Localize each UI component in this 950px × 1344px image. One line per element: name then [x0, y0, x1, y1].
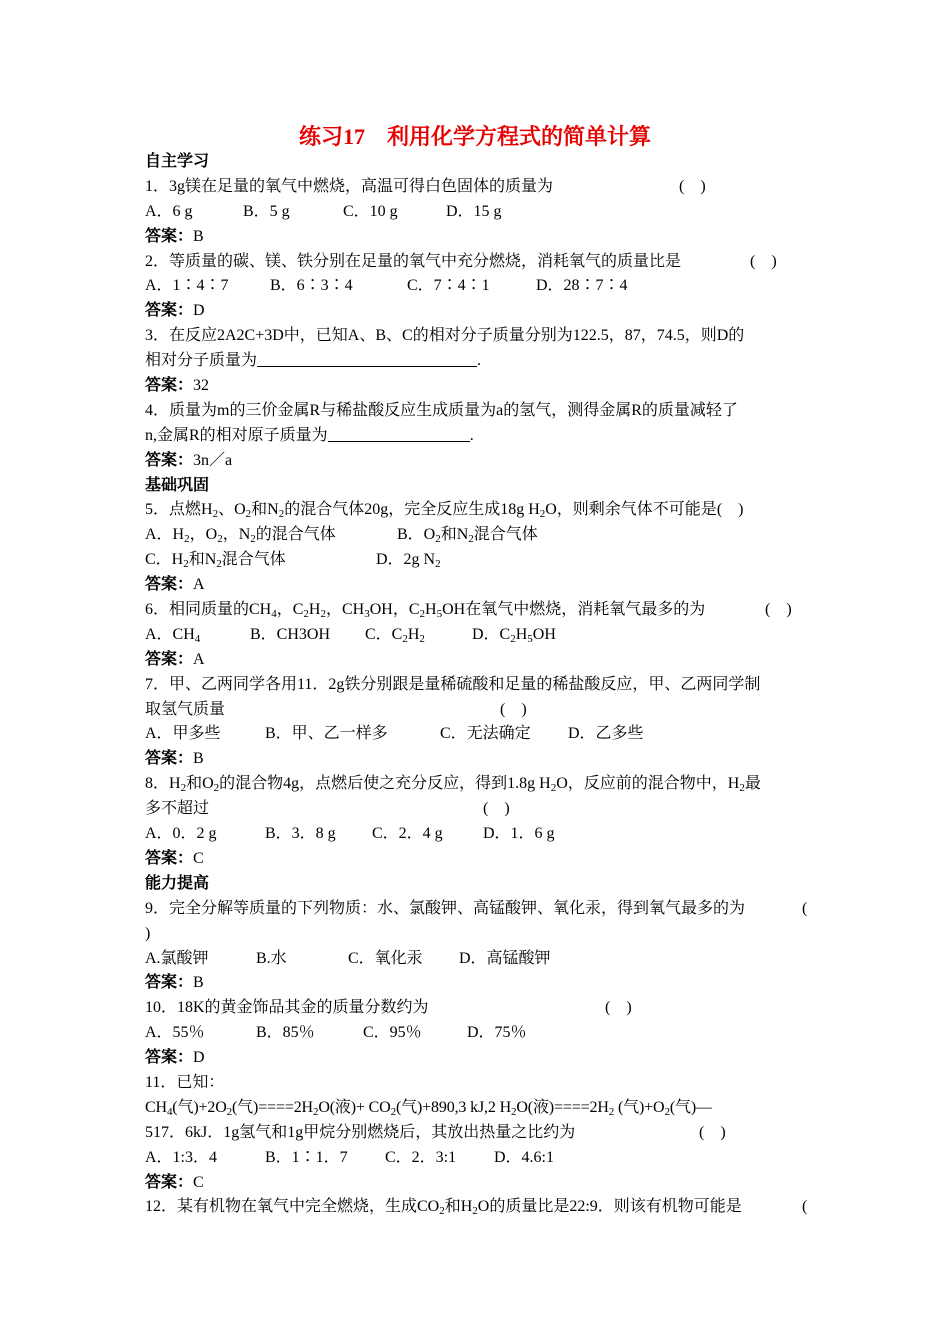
text-fragment: B．CH3OH — [250, 625, 331, 643]
subscript: 2 — [550, 782, 557, 795]
text-fragment: D．C — [472, 625, 511, 643]
answer-5 — [145, 573, 810, 598]
subscript: 2 — [608, 1105, 615, 1118]
text-fragment: 答案： — [145, 377, 194, 395]
text-fragment: 相对分子质量为 — [145, 352, 258, 370]
answer-9 — [145, 971, 810, 996]
text-fragment: A．0．2 g — [145, 825, 217, 843]
text-fragment: ( ) — [605, 999, 632, 1017]
question-6-options — [145, 623, 810, 648]
text-fragment: 、O — [218, 501, 246, 519]
text-fragment: O(液)====2H — [516, 1098, 609, 1116]
text-fragment: C．无法确定 — [440, 725, 531, 743]
subscript: 2 — [216, 558, 222, 571]
text-fragment: A — [193, 650, 205, 668]
subscript: 2 — [510, 632, 516, 645]
answer-3 — [145, 374, 810, 399]
question-6 — [145, 598, 810, 623]
text-fragment: 多不超过 — [145, 800, 210, 818]
subscript: 2 — [419, 608, 426, 621]
question-4-line1: 4．质量为m的三价金属R与稀盐酸反应生成质量为a的氢气，测得金属R的质量减轻了 — [145, 401, 738, 419]
text-fragment: D — [193, 1049, 205, 1067]
text-fragment: 的混合气体20g，完全反应生成18g H — [284, 501, 540, 519]
question-11-line3 — [145, 1121, 810, 1146]
text-fragment: D．15 g — [446, 202, 502, 220]
text-fragment: A．H — [145, 526, 185, 544]
question-7-line2 — [145, 698, 810, 723]
text-fragment: A．CH — [145, 625, 195, 643]
text-fragment: C．2．3:1 — [385, 1148, 457, 1166]
question-9-line2: ) — [145, 924, 151, 942]
text-fragment: A．甲多些 — [145, 725, 221, 743]
subscript: 2 — [439, 1205, 445, 1218]
subscript: 2 — [226, 1105, 232, 1118]
text-fragment: ，N — [222, 526, 251, 544]
page-title: 练习17 利用化学方程式的简单计算 — [298, 124, 651, 149]
question-3-line2 — [145, 349, 810, 374]
subscript: 2 — [245, 508, 252, 521]
subscript: 2 — [278, 508, 285, 521]
text-fragment: C — [193, 849, 204, 867]
answer-7 — [145, 747, 810, 772]
text-fragment: ( ) — [716, 501, 744, 519]
text-fragment: (气)+2O — [172, 1098, 227, 1116]
subscript: 2 — [419, 632, 425, 645]
subscript: 2 — [320, 608, 326, 621]
question-11-line1: 11．已知： — [145, 1073, 225, 1091]
text-fragment: H — [515, 625, 528, 643]
text-fragment: ( — [802, 1198, 808, 1216]
subscript: 2 — [303, 608, 309, 621]
text-fragment: 混合气体 — [221, 551, 286, 569]
text-fragment: 和O — [186, 775, 214, 793]
text-fragment: B．6∶3∶4 — [270, 277, 353, 295]
subscript: 2 — [390, 1105, 396, 1118]
subscript: 2 — [539, 508, 546, 521]
text-fragment: 最 — [744, 775, 761, 793]
section-heading: 自主学习 — [145, 153, 210, 170]
text-fragment: 5．点燃H — [145, 501, 213, 519]
text-fragment: 和N — [251, 501, 279, 519]
text-fragment: ( ) — [679, 177, 706, 195]
subscript: 2 — [250, 533, 256, 546]
option — [397, 523, 538, 548]
subscript: 2 — [468, 533, 474, 546]
text-fragment: 答案： — [145, 1049, 194, 1067]
text-fragment: 12．某有机物在氧气中完全燃烧，生成CO — [145, 1198, 440, 1216]
text-fragment: H — [308, 601, 321, 619]
subscript: 2 — [217, 533, 223, 546]
text-fragment: C．氧化汞 — [348, 949, 423, 967]
answer-8 — [145, 847, 810, 872]
text-fragment: C．H — [145, 551, 184, 569]
question-10 — [145, 996, 810, 1021]
text-fragment: 517．6kJ．1g氢气和1g甲烷分别燃烧后，其放出热量之比约为 — [145, 1123, 576, 1141]
text-fragment: 6．相同质量的CH — [145, 601, 272, 619]
question-2-options — [145, 274, 810, 299]
subscript: 5 — [527, 632, 533, 645]
text-fragment: A — [193, 576, 205, 594]
subscript: 2 — [435, 533, 441, 546]
text-fragment: ( ) — [500, 700, 527, 718]
text-fragment: ，O — [189, 526, 218, 544]
question-10-options — [145, 1021, 810, 1046]
option — [376, 548, 441, 573]
subscript: 4 — [271, 608, 277, 621]
subscript: 2 — [212, 508, 219, 521]
text-fragment: 答案： — [145, 1173, 194, 1191]
text-fragment: (气)— — [669, 1098, 712, 1116]
text-fragment: n,金属R的相对原子质量为 — [145, 426, 328, 444]
text-fragment: 32 — [193, 377, 210, 395]
text-fragment: . — [477, 352, 482, 370]
text-fragment: A．55％ — [145, 1024, 205, 1042]
subscript: 2 — [435, 558, 441, 571]
question-1-options — [145, 200, 810, 225]
option — [145, 623, 250, 648]
text-fragment: D．1．6 g — [483, 825, 555, 843]
question-11-line2 — [145, 1096, 810, 1121]
text-fragment: CH — [145, 1098, 167, 1116]
subscript: 4 — [166, 1105, 173, 1118]
text-fragment: OH，C — [369, 601, 420, 619]
text-fragment: ( — [802, 899, 808, 917]
question-4-line2 — [145, 424, 810, 449]
subscript: 2 — [511, 1105, 517, 1118]
text-fragment: 和H — [444, 1198, 473, 1216]
text-fragment: C．7∶4∶1 — [407, 277, 490, 295]
subscript: 2 — [664, 1105, 670, 1118]
question-2 — [145, 250, 810, 275]
subscript: 3 — [364, 608, 370, 621]
text-fragment: C．2．4 g — [372, 825, 443, 843]
text-fragment: B．1∶1．7 — [265, 1148, 348, 1166]
option — [472, 623, 556, 648]
text-fragment: 3n／a — [193, 451, 233, 469]
answer-blank — [328, 425, 470, 442]
text-fragment: (气)====2H — [232, 1098, 313, 1116]
text-fragment: . — [469, 426, 474, 444]
option — [145, 548, 376, 573]
question-5-options-ab — [145, 523, 810, 548]
answer-4 — [145, 449, 810, 474]
text-fragment: 答案： — [145, 576, 194, 594]
text-fragment: H — [425, 601, 437, 619]
text-fragment: A.氯酸钾 — [145, 949, 209, 967]
subscript: 5 — [436, 608, 443, 621]
text-fragment: D．高锰酸钾 — [459, 949, 551, 967]
text-fragment: B — [193, 974, 204, 992]
text-fragment: 答案： — [145, 974, 194, 992]
text-fragment: O，反应前的混合物中，H — [556, 775, 740, 793]
text-fragment: B — [193, 750, 204, 768]
text-fragment: 答案： — [145, 451, 194, 469]
subscript: 2 — [183, 558, 189, 571]
text-fragment: 2．等质量的碳、镁、铁分别在足量的氧气中充分燃烧，消耗氧气的质量比是 — [145, 252, 682, 270]
question-7-options — [145, 722, 810, 747]
answer-6 — [145, 648, 810, 673]
text-fragment: B．5 g — [243, 202, 290, 220]
option — [365, 623, 472, 648]
text-fragment: A．1∶4∶7 — [145, 277, 229, 295]
text-fragment: O(液)+ CO — [318, 1098, 391, 1116]
text-fragment: ，CH — [325, 601, 365, 619]
subscript: 2 — [739, 782, 745, 795]
text-fragment: 9．完全分解等质量的下列物质：水、氯酸钾、高锰酸钾、氧化汞，得到氧气最多的为 — [145, 899, 746, 917]
section-heading: 能力提高 — [145, 874, 210, 892]
question-3-line1: 3．在反应2A2C+3D中，已知A、B、C的相对分子质量分别为122.5，87，74.5，则D的 — [145, 327, 745, 345]
option — [145, 523, 397, 548]
question-8-line2 — [145, 797, 810, 822]
text-fragment: 的混合物4g，点燃后使之充分反应，得到1.8g H — [219, 775, 551, 793]
text-fragment: C．95％ — [363, 1024, 422, 1042]
answer-blank — [257, 350, 477, 367]
text-fragment: OH — [532, 625, 556, 643]
text-fragment: 答案： — [145, 849, 194, 867]
text-fragment: 答案： — [145, 650, 194, 668]
text-fragment: D．75％ — [467, 1024, 527, 1042]
question-5-options-cd — [145, 548, 810, 573]
text-fragment: O的质量比是22:9．则该有机物可能是 — [477, 1198, 742, 1216]
text-fragment: A．1:3．4 — [145, 1148, 218, 1166]
question-9-line1 — [145, 897, 810, 922]
text-fragment: ，C — [276, 601, 304, 619]
text-fragment: B．甲、乙一样多 — [265, 725, 388, 743]
question-8-line1 — [145, 772, 810, 797]
text-fragment: D．乙多些 — [568, 725, 644, 743]
question-11-options — [145, 1146, 810, 1171]
subscript: 2 — [402, 632, 408, 645]
question-9-options — [145, 947, 810, 972]
text-fragment: B.水 — [256, 949, 287, 967]
text-fragment: OH在氧气中燃烧，消耗氧气最多的为 — [442, 601, 706, 619]
subscript: 2 — [180, 782, 187, 795]
subscript: 2 — [312, 1105, 319, 1118]
text-fragment: D．2g N — [376, 551, 436, 569]
subscript: 2 — [472, 1205, 478, 1218]
text-fragment: D — [193, 302, 205, 320]
answer-1 — [145, 225, 810, 250]
question-12 — [145, 1195, 810, 1220]
question-1 — [145, 175, 810, 200]
text-fragment: C．C — [365, 625, 403, 643]
text-fragment: 和N — [440, 526, 469, 544]
text-fragment: ( ) — [483, 800, 510, 818]
text-fragment: 答案： — [145, 750, 194, 768]
text-fragment: C．10 g — [343, 202, 398, 220]
text-fragment: B．3．8 g — [265, 825, 336, 843]
question-5 — [145, 498, 810, 523]
subscript: 4 — [194, 632, 201, 645]
text-fragment: 10．18K的黄金饰品其金的质量分数约为 — [145, 999, 429, 1017]
text-fragment: 和N — [188, 551, 217, 569]
text-fragment: D．28∶7∶4 — [536, 277, 628, 295]
text-fragment: (气)+890,3 kJ,2 H — [395, 1098, 512, 1116]
text-fragment: O，则剩余气体不可能是 — [545, 501, 717, 519]
text-fragment: H — [407, 625, 420, 643]
text-fragment: (气)+O — [614, 1098, 665, 1116]
text-fragment: B — [193, 227, 204, 245]
text-fragment: D．4.6:1 — [494, 1148, 555, 1166]
text-fragment: 答案： — [145, 227, 194, 245]
subscript: 2 — [213, 782, 220, 795]
text-fragment: 混合气体 — [473, 526, 538, 544]
text-fragment: ( ) — [750, 252, 777, 270]
question-8-options — [145, 822, 810, 847]
text-fragment: ( ) — [699, 1123, 726, 1141]
question-7-line1: 7．甲、乙两同学各用11．2g铁分别跟是量稀硫酸和足量的稀盐酸反应，甲、乙两同学制 — [145, 675, 761, 693]
answer-11 — [145, 1171, 810, 1196]
text-fragment: 1．3g镁在足量的氧气中燃烧，高温可得白色固体的质量为 — [145, 177, 554, 195]
text-fragment: A．6 g — [145, 202, 193, 220]
text-fragment: C — [193, 1173, 204, 1191]
text-fragment: 答案： — [145, 302, 194, 320]
subscript: 2 — [184, 533, 190, 546]
section-heading: 基础巩固 — [145, 476, 210, 494]
text-fragment: 的混合气体 — [255, 526, 336, 544]
text-fragment: B．85％ — [256, 1024, 315, 1042]
answer-2 — [145, 299, 810, 324]
text-fragment: 取氢气质量 — [145, 700, 226, 718]
text-fragment: ( ) — [765, 601, 792, 619]
exercise-content — [145, 150, 810, 1220]
answer-10 — [145, 1046, 810, 1071]
text-fragment: 8．H — [145, 775, 181, 793]
text-fragment: B．O — [397, 526, 436, 544]
